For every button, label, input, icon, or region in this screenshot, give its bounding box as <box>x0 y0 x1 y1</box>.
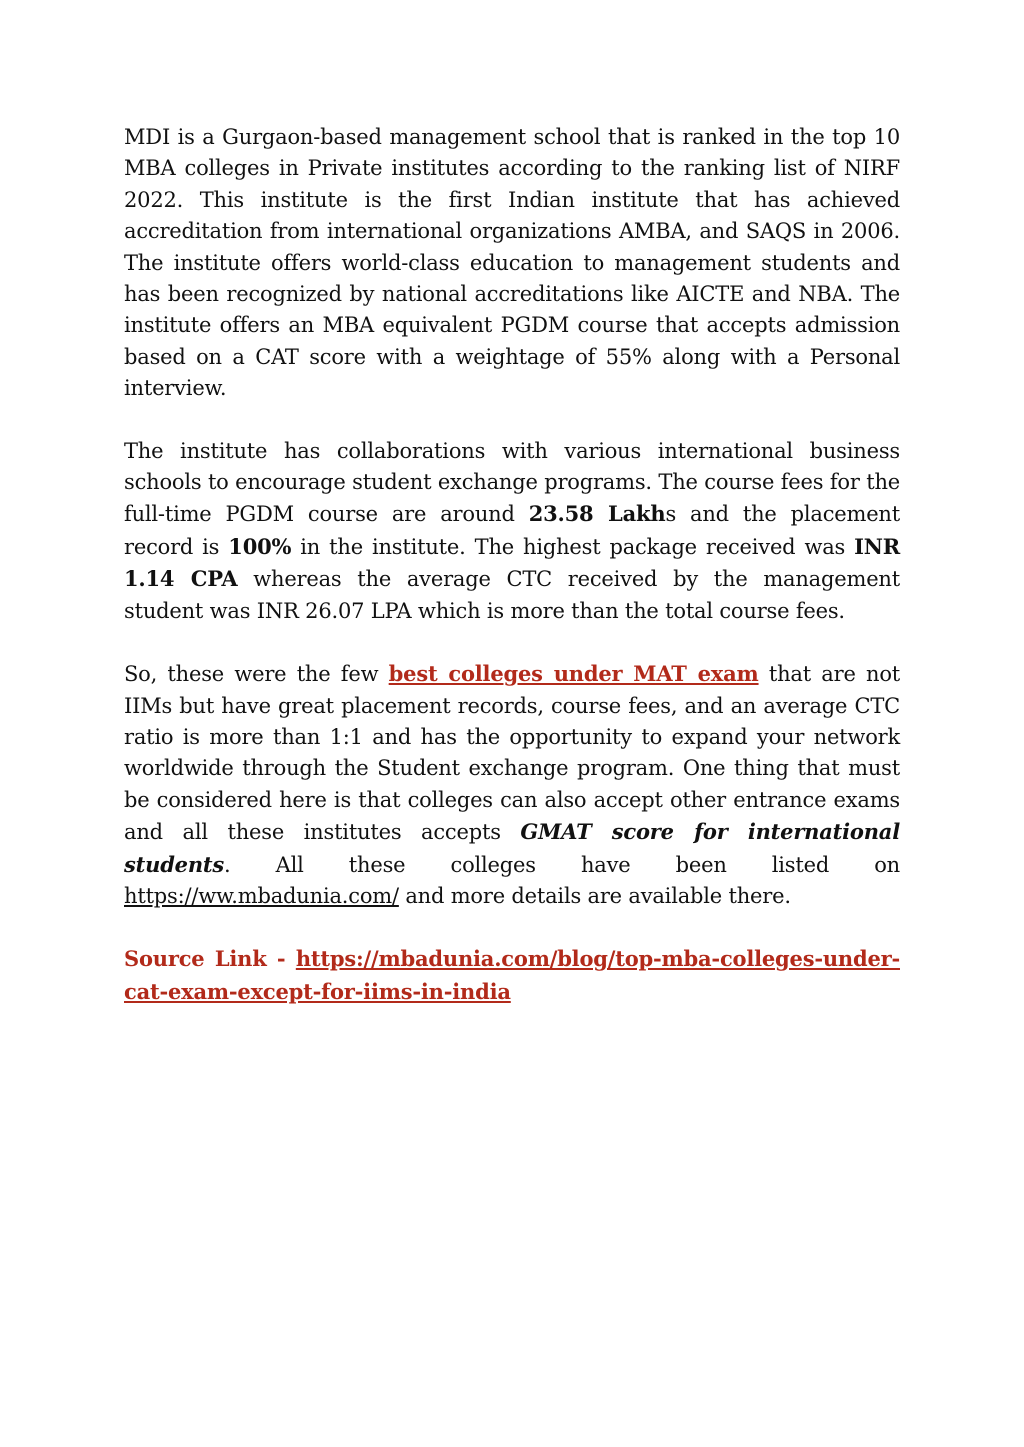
paragraph-text: in the institute. The highest package received was <box>291 534 855 559</box>
mat-colleges-link[interactable]: best colleges under MAT exam <box>388 661 759 687</box>
paragraph-text: whereas the average CTC received by the management student was INR 26.07 LPA which is more than the total course fees. <box>124 567 900 623</box>
paragraph-mdi-intro <box>124 122 900 405</box>
paragraph-text: . All these colleges have been listed on <box>224 852 900 877</box>
mbadunia-home-link[interactable]: https://ww.mbadunia.com/ <box>124 883 399 908</box>
paragraph-summary <box>124 658 900 912</box>
highest-package-value: INR 1.14 CPA <box>124 533 900 592</box>
paragraph-text: MDI is a Gurgaon-based management school that is ranked in the top 10 MBA colleges in Private institutes according to the ranking list of NIRF 2022. This institute is the first Indian institute that has achieved accreditation from international organizations AMBA, and SAQS in 2006. The institute offers world-class education to management students and has been recognized by national accreditations like AICTE and NBA. The institute offers an MBA equivalent PGDM course that accepts admission based on a CAT score with a weightage of 55% along with a Personal interview. <box>124 125 900 401</box>
paragraph-text: and more details are available there. <box>398 883 791 908</box>
paragraph-text: that are not IIMs but have great placement records, course fees, and an average CTC ratio is more than 1:1 and has the opportunity to expand your network worldwide through the Student exchange program. One thing that must be considered here is that colleges can also accept other entrance exams and all these institutes accepts <box>124 662 900 845</box>
gmat-emphasis: GMAT score for international students <box>124 819 900 877</box>
paragraph-collaborations <box>124 436 900 627</box>
source-link-label: Source Link - <box>124 946 296 972</box>
source-url-link[interactable]: https://mbadunia.com/blog/top-mba-colleges-under-cat-exam-except-for-iims-in-india <box>124 946 900 1004</box>
paragraph-text: s and the placement record is <box>124 502 900 559</box>
source-link-line <box>124 943 900 1008</box>
document-page <box>124 122 900 1039</box>
paragraph-text: So, these were the few <box>124 662 389 687</box>
paragraph-text: The institute has collaborations with various international business schools to encourage student exchange programs. The course fees for the full-time PGDM course are around <box>124 438 900 527</box>
placement-record-value: 100% <box>228 533 292 559</box>
course-fee-value: 23.58 Lakh <box>528 501 666 527</box>
